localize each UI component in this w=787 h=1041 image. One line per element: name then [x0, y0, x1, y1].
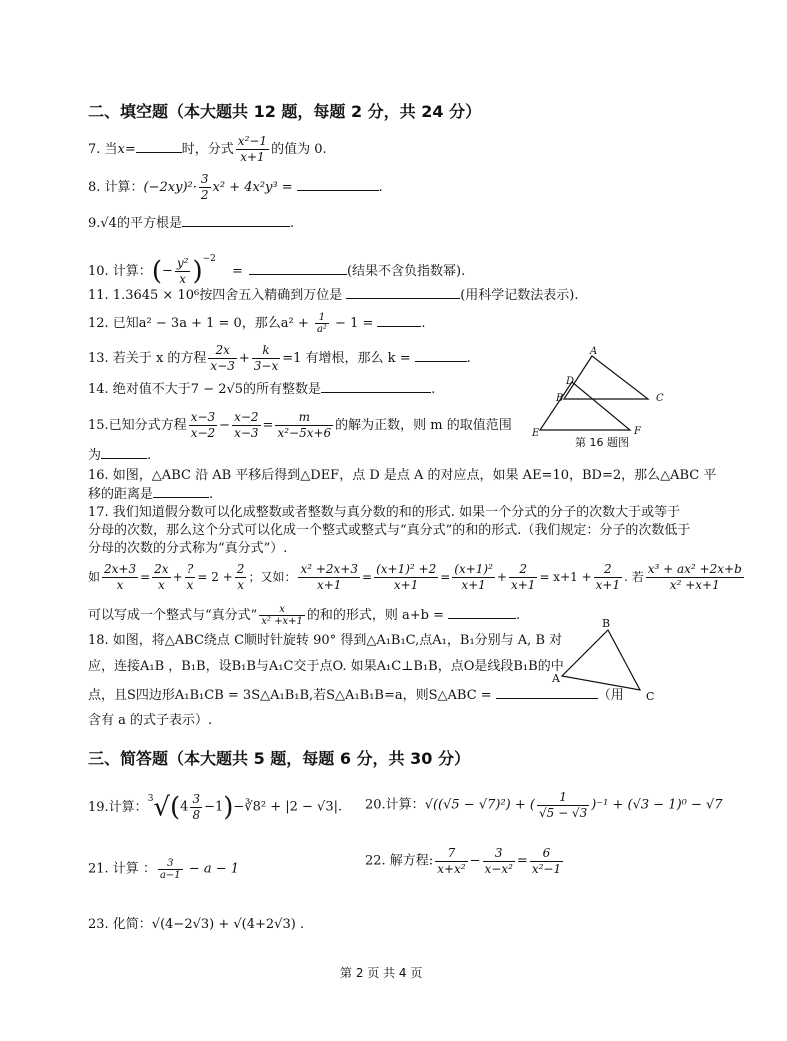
q13-suffix: =1 有增根，那么 k =: [282, 351, 411, 366]
q7-prefix: 7. 当: [88, 142, 118, 157]
q17-frac-b2: $\frac{\text{(x+1)² +2}}{x+1}$: [376, 562, 437, 592]
question-13: 13. 若关于 x 的方程 $\frac{2x}{x-3}$ + $\frac{k}{3-x}$ =1 有增根，那么 k = .: [88, 343, 471, 373]
q11-answer-blank[interactable]: [346, 286, 460, 299]
q15-fraction-1: $\frac{x-3}{x-2}$: [190, 410, 216, 440]
q13-answer-blank[interactable]: [415, 349, 467, 362]
label-f: F: [634, 426, 641, 437]
q8-expr2: x² + 4x²y³ =: [212, 180, 293, 195]
q22-fraction-1: $\frac{7}{\text{x+x²}}$: [437, 846, 466, 876]
q15-answer-blank[interactable]: [101, 446, 147, 459]
q17-frac-c: $\frac{\text{x³ + ax² +2x+b}}{\text{x² +x+1}}$: [647, 562, 742, 592]
label-b: B: [556, 393, 564, 404]
triangle-abc-q18: [562, 630, 640, 690]
q7-suffix: 的值为 0.: [271, 142, 327, 157]
q17-frac-a1: $\frac{2x+3}{x}$: [104, 562, 137, 592]
q11-suffix: (用科学记数法表示).: [460, 288, 579, 303]
q12-fraction: $\frac{1}{\text{a²}}$: [316, 312, 327, 335]
q11-prefix: 11. 1.3645 × 10⁶按四舍五入精确到万位是: [88, 288, 343, 303]
q12-suffix: − 1 =: [330, 316, 374, 331]
question-20: 20.计算：√((√5 − √7)²) + ( $\frac{1}{√5 - √3}$ )⁻¹ + (√3 − 1)⁰ − √7: [365, 790, 723, 820]
question-9: 9.√4的平方根是 .: [88, 216, 295, 231]
question-18-line-1: 18. 如图，将△ABC绕点 C顺时针旋转 90° 得到△A₁B₁C,点A₁，B₁分别与 A, B 对: [88, 633, 563, 648]
question-22: 22. 解方程: $\frac{7}{\text{x+x²}}$ − $\frac{3}{\text{x−x²}}$ = $\frac{6}{\text{x²−1}}$: [365, 846, 562, 876]
question-11: [88, 286, 579, 305]
question-10: 10. 计算：(− $\frac{\text{y²}}{x}$ )$^{-2}$ = (结果不含负指数幂).: [88, 254, 466, 287]
q10-answer-blank[interactable]: [249, 262, 347, 275]
q17-frac-b1: $\frac{\text{x² +2x+3}}{x+1}$: [300, 562, 358, 592]
question-15-line-2: 为 .: [88, 448, 152, 463]
question-12: 12. 已知a² − 3a + 1 = 0，那么a² + $\frac{1}{\text{a²}}$ − 1 = .: [88, 312, 426, 335]
q14-answer-blank[interactable]: [321, 380, 431, 393]
q17-answer-blank[interactable]: [448, 606, 516, 619]
q13-fraction-1: $\frac{2x}{x-3}$: [210, 343, 235, 373]
triangle-abc: [564, 356, 648, 399]
triangle-def: [540, 382, 630, 430]
q10-prefix: 10. 计算：: [88, 264, 152, 279]
q17-frac-b5: $\frac{2}{x+1}$: [595, 562, 621, 592]
q20-fraction: $\frac{1}{√5 - √3}$: [538, 790, 588, 820]
q17-frac-d: $\frac{x}{\text{x² +x+1}}$: [261, 604, 303, 627]
q15-fraction-2: $\frac{x-2}{x-3}$: [234, 410, 259, 440]
q18-label-c: C: [646, 690, 655, 703]
label-a: A: [590, 346, 598, 357]
question-17-line-5: 可以写成一个整式与“真分式” $\frac{x}{\text{x² +x+1}}$ 的和的形式，则 a+b = .: [88, 604, 521, 627]
q13-prefix: 13. 若关于 x 的方程: [88, 351, 207, 366]
question-16-line-1: 16. 如图，△ABC 沿 AB 平移后得到△DEF，点 D 是点 A 的对应点，如果 AE=10，BD=2，那么△ABC 平: [88, 468, 717, 483]
question-23: 23. 化简：√(4−2√3) + √(4+2√3) .: [88, 917, 305, 932]
q17-frac-b4: $\frac{2}{x+1}$: [510, 562, 536, 592]
q17-frac-b3: $\frac{\text{(x+1)²}}{x+1}$: [454, 562, 493, 592]
label-e: E: [532, 428, 540, 439]
q9-text: 9.√4的平方根是: [88, 216, 182, 231]
q12-answer-blank[interactable]: [377, 314, 421, 327]
label-d: D: [566, 376, 575, 387]
q21-fraction: $\frac{3}{a-1}$: [159, 858, 181, 881]
q8-answer-blank[interactable]: [297, 178, 379, 191]
label-c: C: [656, 393, 664, 404]
question-7: [88, 134, 327, 165]
q7-mid: 时，分式: [181, 142, 234, 157]
q16-figure-caption: 第 16 题图: [575, 436, 629, 449]
q17-frac-a3: $\frac{?}{x}$: [186, 562, 194, 592]
question-21: 21. 计算 ： $\frac{3}{a-1}$ − a − 1: [88, 858, 239, 881]
q8-fraction: $\frac{3}{2}$: [200, 172, 209, 202]
q22-fraction-3: $\frac{6}{\text{x²−1}}$: [531, 846, 562, 876]
question-17-line-1: 17. 我们知道假分数可以化成整数或者整数与真分数的和的形式. 如果一个分式的分子的次数大于或等于: [88, 505, 681, 520]
q12-prefix: 12. 已知a² − 3a + 1 = 0，那么a² +: [88, 316, 313, 331]
q18-label-a: A: [552, 672, 560, 685]
q7-fraction: $\frac{\text{x²−1}}{x+1}$: [237, 134, 268, 164]
question-19: 19.计算：$^3$√(4 $\frac{3}{8}$ −1)−∛8² + |2 − √3|.: [88, 792, 343, 823]
section-3-title: 三、简答题（本大题共 5 题，每题 6 分，共 30 分）: [88, 749, 470, 768]
question-15: 15.已知分式方程 $\frac{x-3}{x-2}$ − $\frac{x-2}{x-3}$ = $\frac{m}{\text{x²−5x+6}}$ 的解为正数，则 m 的取值范围: [88, 410, 512, 440]
q13-fraction-2: $\frac{k}{3-x}$: [253, 343, 279, 373]
q15-suffix: 的解为正数，则 m 的取值范围: [335, 418, 512, 433]
question-18-line-2: 应，连接A₁B ，B₁B，设B₁B与A₁C交于点O. 如果A₁C⊥B₁B，点O是线段B₁B的中: [88, 659, 564, 674]
question-16-line-2: 移的距离是 .: [88, 487, 214, 502]
q19-fraction: $\frac{3}{8}$: [192, 792, 201, 822]
q14-prefix: 14. 绝对值不大于7 − 2√5的所有整数是: [88, 382, 322, 397]
section-2-title: 二、填空题（本大题共 12 题，每题 2 分，共 24 分）: [88, 102, 482, 121]
q10-fraction: $\frac{\text{y²}}{x}$: [176, 256, 189, 286]
q10-suffix: (结果不含负指数幂).: [346, 264, 466, 279]
q18-label-b: B: [602, 617, 611, 630]
question-17-line-3: 分母的次数的分式称为“真分式”）.: [88, 541, 288, 556]
q17-frac-a4: $\frac{2}{x}$: [236, 562, 245, 592]
q8-prefix: 8. 计算：: [88, 180, 144, 195]
q15-prefix: 15.已知分式方程: [88, 418, 187, 433]
question-8: 8. 计算：(−2xy)²· $\frac{3}{2}$ x² + 4x²y³ = .: [88, 172, 383, 202]
q7-answer-blank[interactable]: [136, 140, 182, 153]
question-14: 14. 绝对值不大于7 − 2√5的所有整数是 .: [88, 382, 436, 397]
q16-answer-blank[interactable]: [153, 485, 209, 498]
q7-var: x=: [117, 142, 136, 157]
q15-fraction-3: $\frac{m}{\text{x²−5x+6}}$: [277, 410, 332, 440]
question-18-line-3: 点，且S四边形A₁B₁CB = 3S△A₁B₁B,若S△A₁B₁B=a，则S△ABC = （用: [88, 688, 624, 703]
q8-expr1: (−2xy)²·: [143, 180, 197, 195]
q9-answer-blank[interactable]: [182, 214, 290, 227]
question-18-line-4: 含有 a 的式子表示）.: [88, 713, 213, 728]
page-footer: 第 2 页 共 4 页: [340, 966, 423, 980]
q17-frac-a2: $\frac{2x}{x}$: [154, 562, 169, 592]
question-17-line-2: 分母的次数，那么这个分式可以化成一个整式或整式与“真分式”的和的形式.（我们规定：分子的次数低于: [88, 523, 691, 538]
q18-figure: [550, 618, 670, 708]
q22-fraction-2: $\frac{3}{\text{x−x²}}$: [484, 846, 513, 876]
question-17-examples: 如 $\frac{2x+3}{x}$ = $\frac{2x}{x}$ + $\frac{?}{x}$ = 2 + $\frac{2}{x}$ ；又如： $\frac{\text{x² +2x+3}}{x+1}$ = $\frac{\text{(x+1)² +2}}{x+1}$ = $\frac{\text{(x+1)²}}{x+1}$ + $\frac{2}{x+1}$ = x+1 + $\frac{2}{x+1}$ . 若 $\frac{\text{x³ + ax² +2x+b}}{\text{x² +x+1}}$: [88, 562, 742, 592]
